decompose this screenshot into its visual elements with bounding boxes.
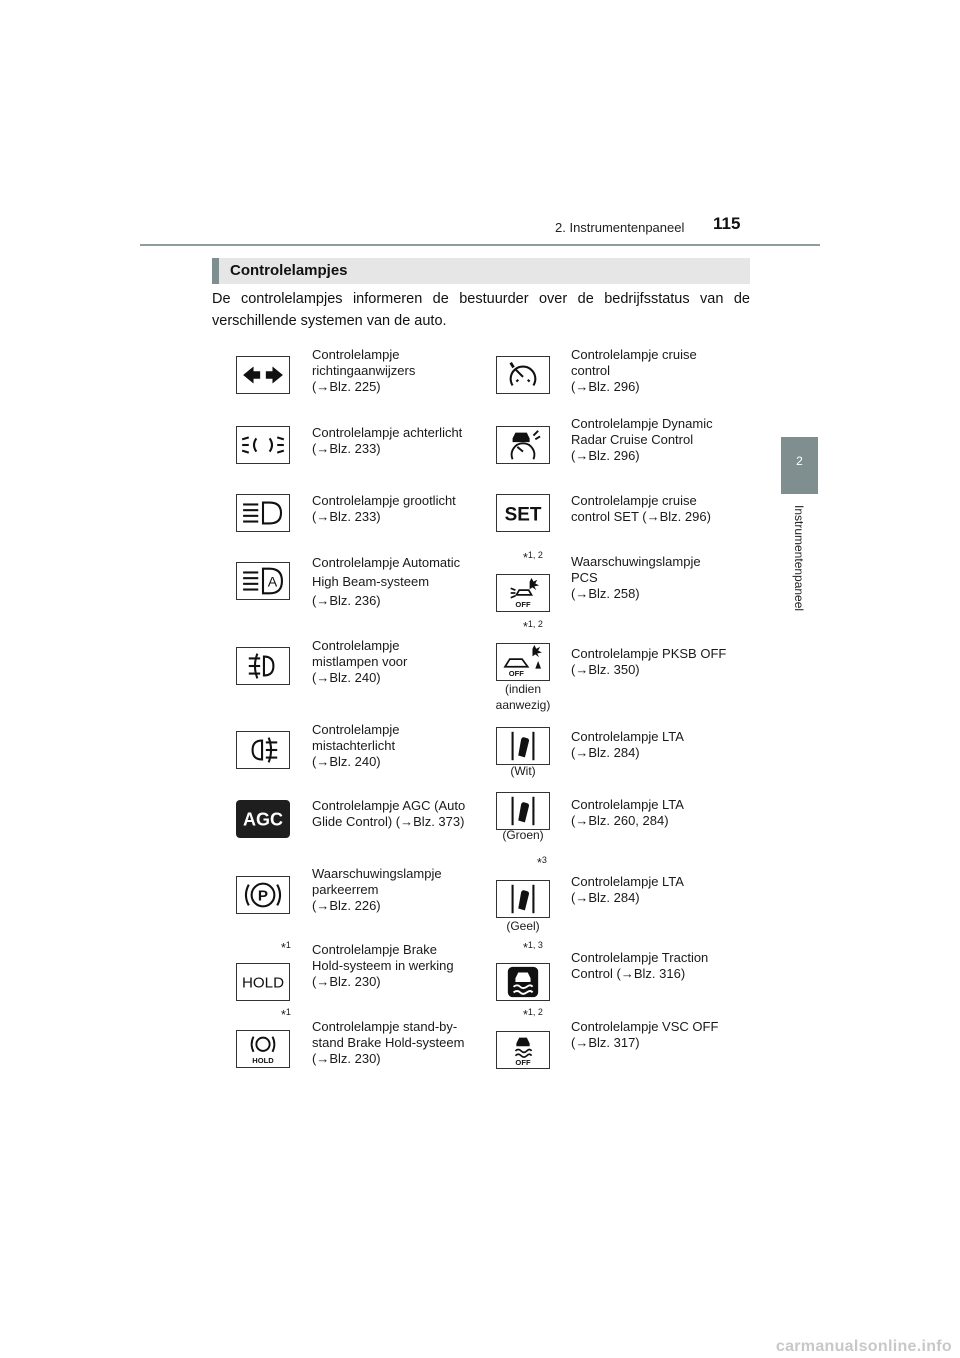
svg-text:HOLD: HOLD	[252, 1056, 274, 1066]
vsc-off-icon	[496, 1031, 550, 1069]
chapter-tab-label: Instrumentenpaneel	[792, 505, 806, 612]
caption-pksb: (indien aanwezig)	[495, 682, 551, 712]
svg-text:HOLD: HOLD	[241, 974, 285, 992]
cruise-control-icon	[496, 356, 550, 394]
footnote-brake-hold: *$^1$	[281, 940, 291, 955]
watermark: carmanualsonline.info	[775, 1338, 952, 1355]
footnote-brake-hold-standby: *$^1$	[281, 1007, 291, 1022]
desc-pksb: Controlelampje PKSB OFF (→Blz. 350)	[571, 646, 727, 677]
svg-text:A: A	[267, 574, 278, 591]
desc-parking-brake: Waarschuwingslampje parkeerrem (→Blz. 226)	[312, 866, 442, 913]
desc-high-beam: Controlelampje grootlicht (→Blz. 233)	[312, 493, 456, 524]
desc-lta-white: Controlelampje LTA (→Blz. 284)	[571, 729, 684, 760]
desc-pcs: Waarschuwingslampje PCS (→Blz. 258)	[571, 554, 701, 601]
desc-rear-fog: Controlelampje mistachterlicht (→Blz. 240)	[312, 722, 400, 769]
brake-hold-standby-icon	[236, 1030, 290, 1068]
high-beam-icon	[236, 494, 290, 532]
svg-text:P: P	[257, 887, 269, 905]
svg-text:SET: SET	[504, 504, 542, 526]
svg-text:AGC: AGC	[243, 809, 283, 830]
tail-light-icon	[236, 426, 290, 464]
desc-tail-light: Controlelampje achterlicht (→Blz. 233)	[312, 425, 463, 456]
traction-control-icon	[496, 963, 550, 1001]
lta-green-icon	[496, 792, 550, 830]
running-header-section: 2. Instrumentenpaneel	[555, 220, 685, 235]
page-number: 115	[713, 214, 741, 233]
desc-cruise-set: Controlelampje cruise control SET (→Blz. 296)	[571, 493, 711, 524]
parking-brake-icon	[236, 876, 290, 914]
desc-brake-hold: Controlelampje Brake Hold-systeem in werking (→Blz. 230)	[312, 942, 454, 989]
svg-text:OFF: OFF	[515, 600, 531, 610]
header-rule	[140, 244, 820, 246]
cruise-set-icon	[496, 494, 550, 532]
brake-hold-icon	[236, 963, 290, 1001]
desc-traction: Controlelampje Traction Control (→Blz. 316)	[571, 950, 709, 981]
front-fog-light-icon	[236, 647, 290, 685]
agc-icon	[236, 800, 290, 838]
pcs-warning-icon	[496, 574, 550, 612]
desc-vsc-off: Controlelampje VSC OFF (→Blz. 317)	[571, 1019, 719, 1050]
section-title: Controlelampjes	[212, 258, 750, 284]
lta-white-icon	[496, 727, 550, 765]
caption-lta-green: (Groen)	[502, 828, 544, 842]
desc-cruise-control: Controlelampje cruise control (→Blz. 296)	[571, 347, 697, 394]
rear-fog-light-icon	[236, 731, 290, 769]
pksb-off-icon	[496, 643, 550, 681]
chapter-tab-number: 2	[796, 454, 803, 468]
footnote-lta-yellow: *$^3$	[537, 855, 547, 870]
svg-text:OFF: OFF	[508, 669, 524, 679]
svg-text:OFF: OFF	[515, 1058, 531, 1068]
desc-lta-yellow: Controlelampje LTA (→Blz. 284)	[571, 874, 684, 905]
desc-agc: Controlelampje AGC (Auto Glide Control) (→Blz. 373)	[312, 798, 466, 829]
footnote-pksb: *$^{1, 2}$	[523, 619, 543, 634]
footnote-traction: *$^{1, 3}$	[523, 940, 543, 955]
desc-brake-hold-standby: Controlelampje stand-by- stand Brake Hold-systeem (→Blz. 230)	[312, 1019, 465, 1066]
desc-front-fog: Controlelampje mistlampen voor (→Blz. 240)	[312, 638, 408, 685]
turn-signal-arrows-icon	[236, 356, 290, 394]
desc-automatic-high-beam: Controlelampje Automatic High Beam-systeem (→Blz. 236)	[312, 555, 461, 608]
caption-lta-yellow: (Geel)	[506, 919, 540, 933]
automatic-high-beam-icon	[236, 562, 290, 600]
footnote-vsc-off: *$^{1, 2}$	[523, 1007, 543, 1022]
footnote-pcs: *$^{1, 2}$	[523, 550, 543, 565]
intro-paragraph: De controlelampjes informeren de bestuurder over de bedrijfsstatus van de verschillende systemen van de auto.	[212, 291, 750, 329]
dynamic-radar-cruise-icon	[496, 426, 550, 464]
desc-dynamic-radar-cruise: Controlelampje Dynamic Radar Cruise Control (→Blz. 296)	[571, 416, 713, 463]
lta-yellow-icon	[496, 880, 550, 918]
desc-lta-green: Controlelampje LTA (→Blz. 260, 284)	[571, 797, 684, 828]
caption-lta-white: (Wit)	[510, 764, 536, 778]
chapter-tab	[781, 437, 818, 494]
desc-turn-signal: Controlelampje richtingaanwijzers (→Blz. 225)	[312, 347, 416, 394]
